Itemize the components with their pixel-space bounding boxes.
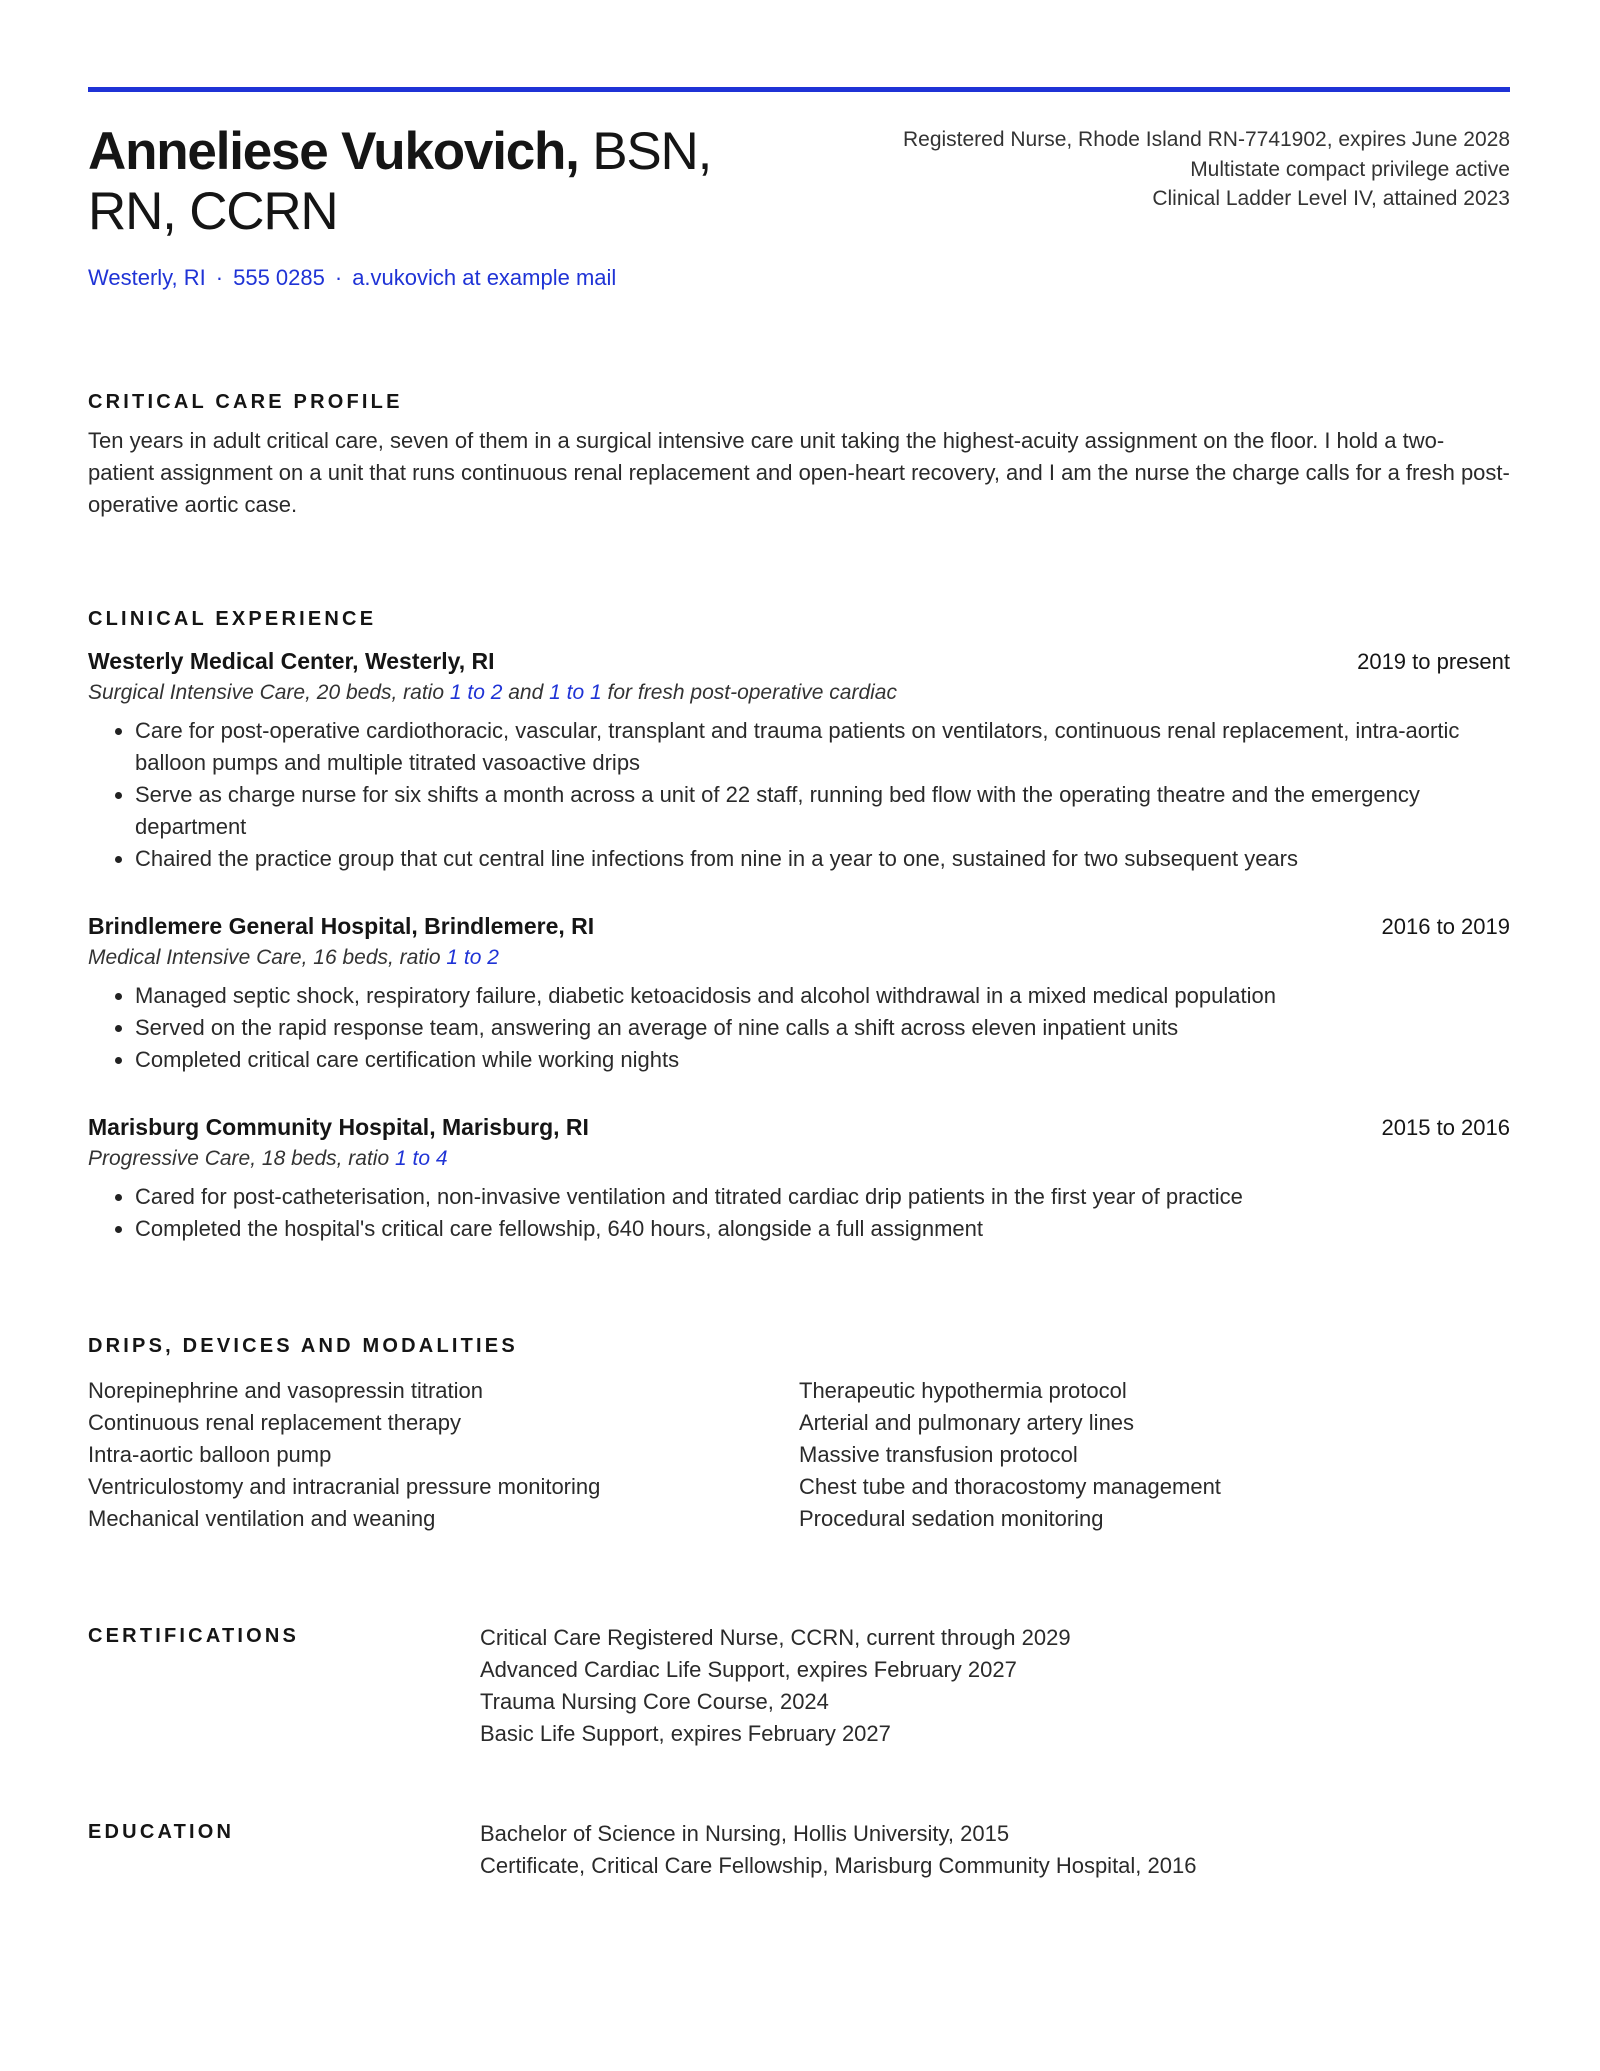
education-item: Bachelor of Science in Nursing, Hollis University, 2015 <box>480 1821 1010 1846</box>
contact-location: Westerly, RI <box>88 265 206 290</box>
skills-section <box>88 1335 1510 1535</box>
job-bullet: • Serve as charge nurse for six shifts a month across a unit of 22 staff, running bed flow with the operating theatre and the emergency department <box>135 779 1510 843</box>
skills-column-right <box>799 1375 1510 1535</box>
skill-item: Intra-aortic balloon pump <box>88 1442 332 1467</box>
job-unit-text: Surgical Intensive Care, 20 beds, ratio <box>88 681 450 704</box>
license-line: Clinical Ladder Level IV, attained 2023 <box>1152 187 1510 210</box>
job-entry <box>88 1114 1510 1245</box>
profile-text: Ten years in adult critical care, seven of them in a surgical intensive care unit taking the highest-acuity assignment on the floor. I hold a two-patient assignment on a unit that runs continuous renal replacement and open-heart recovery, and I am the nurse the charge calls for a fresh post-operative aortic case. <box>88 428 1510 517</box>
job-ratio: 1 to 2 <box>449 681 503 704</box>
contact-email[interactable]: a.vukovich at example mail <box>352 265 617 290</box>
certification-item: Advanced Cardiac Life Support, expires February 2027 <box>480 1657 1017 1682</box>
certification-item: Critical Care Registered Nurse, CCRN, current through 2029 <box>480 1625 1071 1650</box>
job-unit <box>88 1147 1510 1171</box>
job-bullets <box>88 980 1510 1076</box>
certifications-list <box>480 1622 1071 1750</box>
job-bullet: • Managed septic shock, respiratory failure, diabetic ketoacidosis and alcohol withdrawal in a mixed medical population <box>135 980 1510 1012</box>
candidate-name <box>88 122 848 242</box>
skill-item: Massive transfusion protocol <box>799 1442 1078 1467</box>
candidate-name-text: Anneliese Vukovich, <box>88 122 579 181</box>
skill-item: Mechanical ventilation and weaning <box>88 1506 436 1531</box>
job-bullet: • Completed the hospital's critical care fellowship, 640 hours, alongside a full assignment <box>135 1213 1510 1245</box>
contact-separator: · <box>334 265 343 290</box>
job-unit-text: for fresh post-operative cardiac <box>601 681 897 704</box>
job-entry <box>88 913 1510 1076</box>
job-bullet: • Cared for post-catheterisation, non-invasive ventilation and titrated cardiac drip patients in the first year of practice <box>135 1181 1510 1213</box>
contact-separator: · <box>215 265 224 290</box>
experience-section <box>88 608 1510 1245</box>
job-bullets <box>88 1181 1510 1245</box>
job-dates: 2016 to 2019 <box>1381 914 1510 939</box>
job-employer: Westerly Medical Center, Westerly, RI <box>88 648 495 674</box>
job-dates: 2019 to present <box>1357 649 1510 674</box>
certification-item: Basic Life Support, expires February 2027 <box>480 1721 891 1746</box>
skill-item: Procedural sedation monitoring <box>799 1506 1104 1531</box>
job-employer: Brindlemere General Hospital, Brindlemere, RI <box>88 913 595 939</box>
job-employer: Marisburg Community Hospital, Marisburg, RI <box>88 1114 589 1140</box>
skill-item: Chest tube and thoracostomy management <box>799 1474 1221 1499</box>
section-title-skills: DRIPS, DEVICES AND MODALITIES <box>88 1335 518 1357</box>
education-section <box>88 1818 1510 1882</box>
job-dates: 2015 to 2016 <box>1381 1115 1510 1140</box>
section-title-education: EDUCATION <box>88 1821 235 1843</box>
job-ratio: 1 to 4 <box>394 1147 448 1170</box>
job-unit-text: Progressive Care, 18 beds, ratio <box>88 1147 395 1170</box>
skill-item: Therapeutic hypothermia protocol <box>799 1378 1127 1403</box>
job-unit-text: and <box>502 681 550 704</box>
job-ratio: 1 to 1 <box>549 681 602 704</box>
education-list <box>480 1818 1196 1882</box>
job-bullet: • Chaired the practice group that cut central line infections from nine in a year to one, sustained for two subsequent years <box>135 843 1510 875</box>
skill-item: Continuous renal replacement therapy <box>88 1410 462 1435</box>
job-unit <box>88 681 1510 705</box>
credentials-line1: BSN, <box>592 122 712 181</box>
license-block <box>903 125 1510 214</box>
job-bullet: • Served on the rapid response team, answering an average of nine calls a shift across eleven inpatient units <box>135 1012 1510 1044</box>
license-line: Registered Nurse, Rhode Island RN-7741902, expires June 2028 <box>902 128 1510 151</box>
education-item: Certificate, Critical Care Fellowship, Marisburg Community Hospital, 2016 <box>480 1853 1197 1878</box>
certification-item: Trauma Nursing Core Course, 2024 <box>480 1689 829 1714</box>
job-unit-text: Medical Intensive Care, 16 beds, ratio <box>88 946 447 969</box>
job-entry <box>88 648 1510 875</box>
profile-section <box>88 391 1510 521</box>
resume-page <box>88 87 1510 1882</box>
skill-item: Norepinephrine and vasopressin titration <box>88 1378 484 1403</box>
skill-item: Ventriculostomy and intracranial pressure monitoring <box>88 1474 601 1499</box>
job-bullets <box>88 715 1510 875</box>
section-title-certifications: CERTIFICATIONS <box>88 1625 300 1647</box>
job-ratio: 1 to 2 <box>446 946 499 969</box>
contact-line <box>88 265 616 291</box>
resume-header <box>88 92 1510 322</box>
skills-column-left <box>88 1375 799 1535</box>
section-title-experience: CLINICAL EXPERIENCE <box>88 608 377 630</box>
job-unit <box>88 946 1510 970</box>
skill-item: Arterial and pulmonary artery lines <box>799 1410 1135 1435</box>
job-bullet: • Completed critical care certification while working nights <box>135 1044 1510 1076</box>
certifications-section <box>88 1622 1510 1750</box>
section-title-profile: CRITICAL CARE PROFILE <box>88 391 403 413</box>
contact-phone[interactable]: 555 0285 <box>233 265 325 290</box>
credentials-line2: RN, CCRN <box>88 182 338 241</box>
license-line: Multistate compact privilege active <box>1190 157 1510 181</box>
job-bullet: • Care for post-operative cardiothoracic, vascular, transplant and trauma patients on ventilators, continuous renal replacement, intra-aortic balloon pumps and multiple titrated vasoactive drips <box>135 715 1510 779</box>
